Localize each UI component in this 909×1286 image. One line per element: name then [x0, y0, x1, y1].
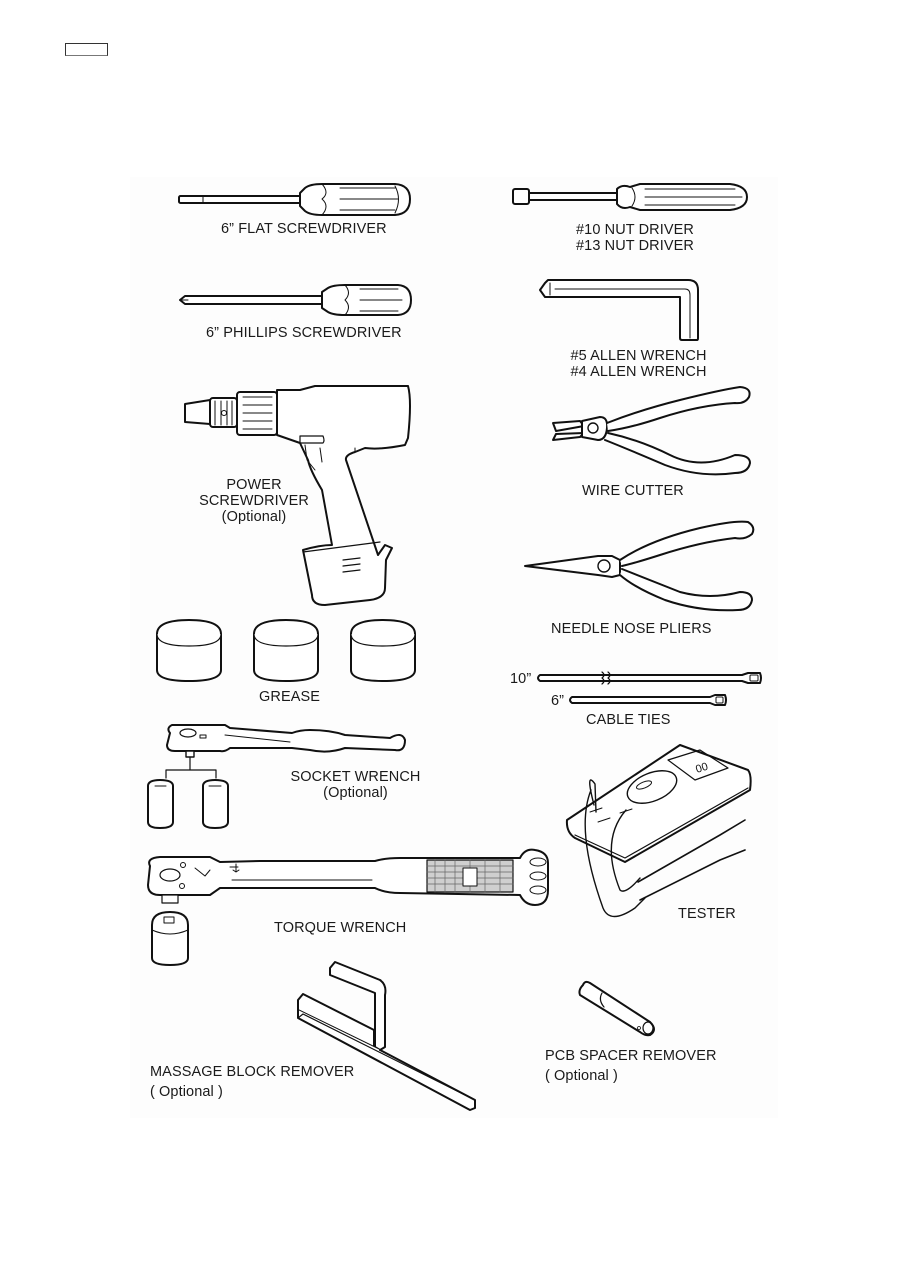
torque-wrench-label: TORQUE WRENCH	[274, 920, 407, 936]
nut-driver-label-line-1: #10 NUT DRIVER	[576, 222, 694, 238]
socket-wrench-label-line-2: (Optional)	[323, 785, 388, 801]
allen-wrench-icon	[540, 280, 698, 340]
massage-block-remover-label	[150, 1064, 354, 1100]
grease-icon	[157, 620, 415, 681]
power-screwdriver-label	[190, 477, 318, 525]
cable-ties-icon	[538, 672, 761, 705]
torque-wrench-icon	[148, 850, 548, 965]
phillips-screwdriver-label: 6” PHILLIPS SCREWDRIVER	[206, 325, 402, 341]
phillips-screwdriver-icon	[180, 285, 411, 315]
power-screwdriver-label-line-1: POWER	[226, 477, 282, 493]
massage-block-remover-label-line-1: MASSAGE BLOCK REMOVER	[150, 1064, 355, 1080]
nut-driver-label	[560, 222, 710, 254]
pcb-spacer-remover-icon	[579, 982, 654, 1035]
pcb-spacer-remover-label	[545, 1048, 717, 1084]
wire-cutter-icon	[553, 387, 750, 474]
tester-icon	[567, 745, 751, 917]
pcb-spacer-remover-label-line-2: ( Optional )	[545, 1068, 618, 1084]
wire-cutter-label: WIRE CUTTER	[582, 483, 684, 499]
grease-label: GREASE	[259, 689, 321, 705]
svg-text:00: 00	[694, 760, 710, 776]
cable-ties-label: CABLE TIES	[586, 712, 671, 728]
tester-label: TESTER	[678, 906, 736, 922]
power-screwdriver-label-line-2: SCREWDRIVER	[199, 493, 309, 509]
nut-driver-icon	[513, 184, 747, 210]
power-screwdriver-label-line-3: (Optional)	[221, 509, 287, 525]
flat-screwdriver-icon	[179, 184, 410, 215]
flat-screwdriver-label: 6” FLAT SCREWDRIVER	[221, 221, 387, 237]
allen-wrench-label-line-1: #5 ALLEN WRENCH	[570, 348, 707, 364]
pcb-spacer-remover-label-line-1: PCB SPACER REMOVER	[545, 1048, 717, 1064]
cable-tie-size-10: 10”	[510, 671, 532, 687]
socket-wrench-label-line-1: SOCKET WRENCH	[290, 769, 421, 785]
cable-tie-size-6: 6”	[551, 693, 565, 709]
socket-wrench-label	[283, 769, 428, 801]
massage-block-remover-label-line-2: ( Optional )	[150, 1084, 223, 1100]
allen-wrench-label-line-2: #4 ALLEN WRENCH	[570, 364, 707, 380]
nut-driver-label-line-2: #13 NUT DRIVER	[576, 238, 694, 254]
needle-nose-pliers-icon	[525, 522, 753, 611]
allen-wrench-label	[556, 348, 721, 380]
needle-nose-pliers-label: NEEDLE NOSE PLIERS	[551, 621, 712, 637]
